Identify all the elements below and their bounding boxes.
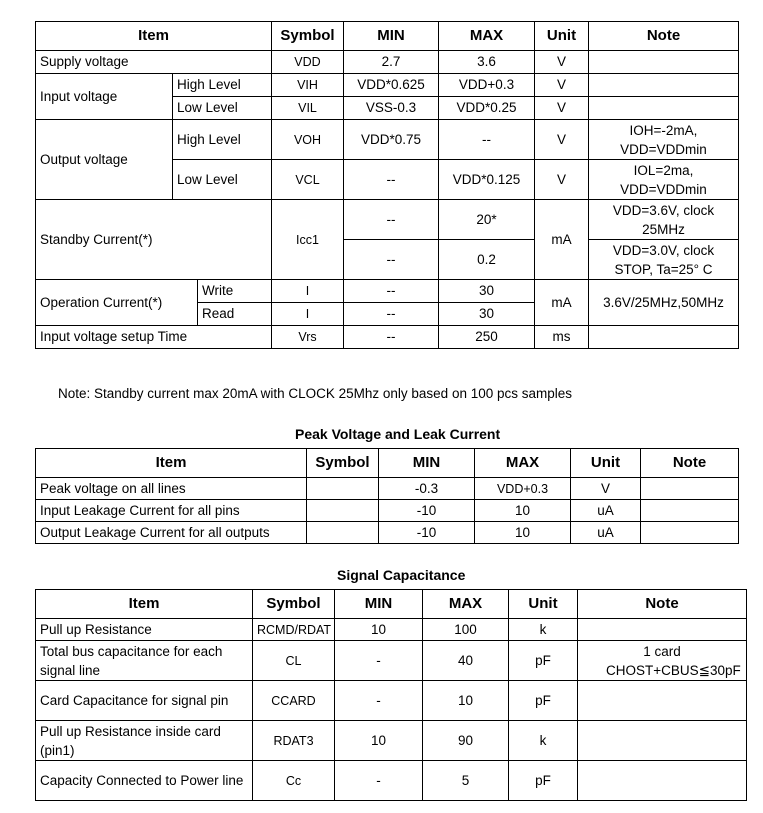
cell-min: -0.3: [379, 478, 475, 500]
cell-note: 3.6V/25MHz,50MHz: [589, 280, 739, 326]
cell-unit: V: [571, 478, 641, 500]
cell-item: Input voltage: [36, 74, 173, 120]
header-symbol: Symbol: [272, 22, 344, 51]
cell-max: 5: [423, 761, 509, 801]
cell-symbol: CCARD: [253, 681, 335, 721]
cell-unit: V: [535, 160, 589, 200]
cell-item: Pull up Resistance inside card (pin1): [36, 721, 253, 761]
electrical-characteristics-table: [35, 21, 739, 349]
cell-symbol: VOH: [272, 120, 344, 160]
cell-note: VDD=3.6V, clock 25MHz: [589, 200, 739, 240]
cell-note: [578, 721, 747, 761]
peak-voltage-table: [35, 448, 739, 544]
cell-min: VDD*0.625: [344, 74, 439, 97]
cell-max: 30: [439, 303, 535, 326]
cell-unit: V: [535, 120, 589, 160]
cell-unit: k: [509, 721, 578, 761]
header-max: MAX: [439, 22, 535, 51]
cell-item: Standby Current(*): [36, 200, 272, 280]
cell-min: 10: [335, 721, 423, 761]
header-note: Note: [641, 449, 739, 478]
cell-subitem: Read: [198, 303, 272, 326]
table-row: [36, 619, 747, 641]
cell-min: --: [344, 303, 439, 326]
cell-min: --: [344, 240, 439, 280]
cell-max: VDD+0.3: [475, 478, 571, 500]
cell-max: 90: [423, 721, 509, 761]
cell-note: [589, 97, 739, 120]
table-row: [36, 681, 747, 721]
table-row: [36, 74, 739, 97]
cell-min: -10: [379, 500, 475, 522]
header-max: MAX: [475, 449, 571, 478]
header-min: MIN: [379, 449, 475, 478]
cell-symbol: [307, 500, 379, 522]
cell-min: --: [344, 200, 439, 240]
cell-max: 250: [439, 326, 535, 349]
cell-note: [641, 500, 739, 522]
cell-max: 100: [423, 619, 509, 641]
cell-symbol: [307, 478, 379, 500]
cell-min: 2.7: [344, 51, 439, 74]
cell-symbol: RCMD/RDAT: [253, 619, 335, 641]
table-row: [36, 51, 739, 74]
header-min: MIN: [335, 590, 423, 619]
cell-item: Total bus capacitance for each signal line: [36, 641, 253, 681]
cell-max: 10: [475, 522, 571, 544]
cell-note: VDD=3.0V, clock STOP, Ta=25° C: [589, 240, 739, 280]
cell-item: Input voltage setup Time: [36, 326, 272, 349]
table-row: [36, 326, 739, 349]
cell-min: VDD*0.75: [344, 120, 439, 160]
cell-unit: V: [535, 74, 589, 97]
table-row: [36, 478, 739, 500]
cell-symbol: I: [272, 303, 344, 326]
cell-min: --: [344, 160, 439, 200]
cell-symbol: RDAT3: [253, 721, 335, 761]
cell-note: IOL=2ma, VDD=VDDmin: [589, 160, 739, 200]
header-max: MAX: [423, 590, 509, 619]
cell-item: Peak voltage on all lines: [36, 478, 307, 500]
cell-max: 10: [423, 681, 509, 721]
signal-capacitance-table: [35, 589, 747, 801]
cell-min: -: [335, 641, 423, 681]
header-unit: Unit: [535, 22, 589, 51]
cell-item: Output voltage: [36, 120, 173, 200]
cell-min: --: [344, 326, 439, 349]
cell-note: [578, 619, 747, 641]
table-row: [36, 120, 739, 160]
cell-unit: V: [535, 51, 589, 74]
cell-unit: pF: [509, 761, 578, 801]
cell-note: IOH=-2mA, VDD=VDDmin: [589, 120, 739, 160]
standby-note: Note: Standby current max 20mA with CLOCK 25Mhz only based on 100 pcs samples: [58, 386, 573, 401]
header-item: Item: [36, 449, 307, 478]
table-row: [36, 761, 747, 801]
cell-max: --: [439, 120, 535, 160]
header-unit: Unit: [509, 590, 578, 619]
cell-note: [641, 478, 739, 500]
cell-max: 20*: [439, 200, 535, 240]
cell-unit: pF: [509, 641, 578, 681]
cell-unit: V: [535, 97, 589, 120]
cell-symbol: Icc1: [272, 200, 344, 280]
cell-max: VDD*0.125: [439, 160, 535, 200]
cell-max: 3.6: [439, 51, 535, 74]
header-unit: Unit: [571, 449, 641, 478]
cell-max: 40: [423, 641, 509, 681]
cell-unit: k: [509, 619, 578, 641]
cell-item: Pull up Resistance: [36, 619, 253, 641]
cell-subitem: Low Level: [173, 160, 272, 200]
cell-item: Output Leakage Current for all outputs: [36, 522, 307, 544]
cell-subitem: High Level: [173, 74, 272, 97]
table-row: [36, 721, 747, 761]
table-row: [36, 500, 739, 522]
cell-max: 30: [439, 280, 535, 303]
cell-min: -: [335, 761, 423, 801]
cell-min: --: [344, 280, 439, 303]
cell-max: VDD*0.25: [439, 97, 535, 120]
cell-subitem: Low Level: [173, 97, 272, 120]
peak-voltage-caption: Peak Voltage and Leak Current: [295, 426, 501, 442]
cell-note: [578, 761, 747, 801]
cell-unit: pF: [509, 681, 578, 721]
header-symbol: Symbol: [253, 590, 335, 619]
cell-unit: ms: [535, 326, 589, 349]
cell-note: 1 card CHOST+CBUS≦30pF: [578, 641, 747, 681]
header-note: Note: [589, 22, 739, 51]
header-symbol: Symbol: [307, 449, 379, 478]
cell-symbol: VCL: [272, 160, 344, 200]
cell-item: Capacity Connected to Power line: [36, 761, 253, 801]
cell-min: VSS-0.3: [344, 97, 439, 120]
cell-subitem: Write: [198, 280, 272, 303]
cell-note: [641, 522, 739, 544]
cell-note: [589, 74, 739, 97]
table-row: [36, 200, 739, 240]
cell-min: -: [335, 681, 423, 721]
cell-item: Supply voltage: [36, 51, 272, 74]
header-min: MIN: [344, 22, 439, 51]
cell-symbol: [307, 522, 379, 544]
cell-min: -10: [379, 522, 475, 544]
table-row: [36, 641, 747, 681]
cell-symbol: I: [272, 280, 344, 303]
cell-symbol: VIL: [272, 97, 344, 120]
cell-unit: uA: [571, 500, 641, 522]
cell-unit: uA: [571, 522, 641, 544]
cell-unit: mA: [535, 200, 589, 280]
cell-symbol: Cc: [253, 761, 335, 801]
cell-item: Operation Current(*): [36, 280, 198, 326]
cell-note: [578, 681, 747, 721]
signal-capacitance-caption: Signal Capacitance: [337, 567, 466, 583]
cell-symbol: CL: [253, 641, 335, 681]
header-item: Item: [36, 22, 272, 51]
header-note: Note: [578, 590, 747, 619]
table-row: [36, 522, 739, 544]
cell-min: 10: [335, 619, 423, 641]
cell-subitem: High Level: [173, 120, 272, 160]
cell-symbol: VIH: [272, 74, 344, 97]
cell-item: Card Capacitance for signal pin: [36, 681, 253, 721]
cell-note: [589, 51, 739, 74]
cell-symbol: Vrs: [272, 326, 344, 349]
table-row: [36, 280, 739, 303]
cell-max: VDD+0.3: [439, 74, 535, 97]
cell-symbol: VDD: [272, 51, 344, 74]
cell-item: Input Leakage Current for all pins: [36, 500, 307, 522]
cell-max: 0.2: [439, 240, 535, 280]
cell-unit: mA: [535, 280, 589, 326]
header-item: Item: [36, 590, 253, 619]
cell-note: [589, 326, 739, 349]
cell-max: 10: [475, 500, 571, 522]
